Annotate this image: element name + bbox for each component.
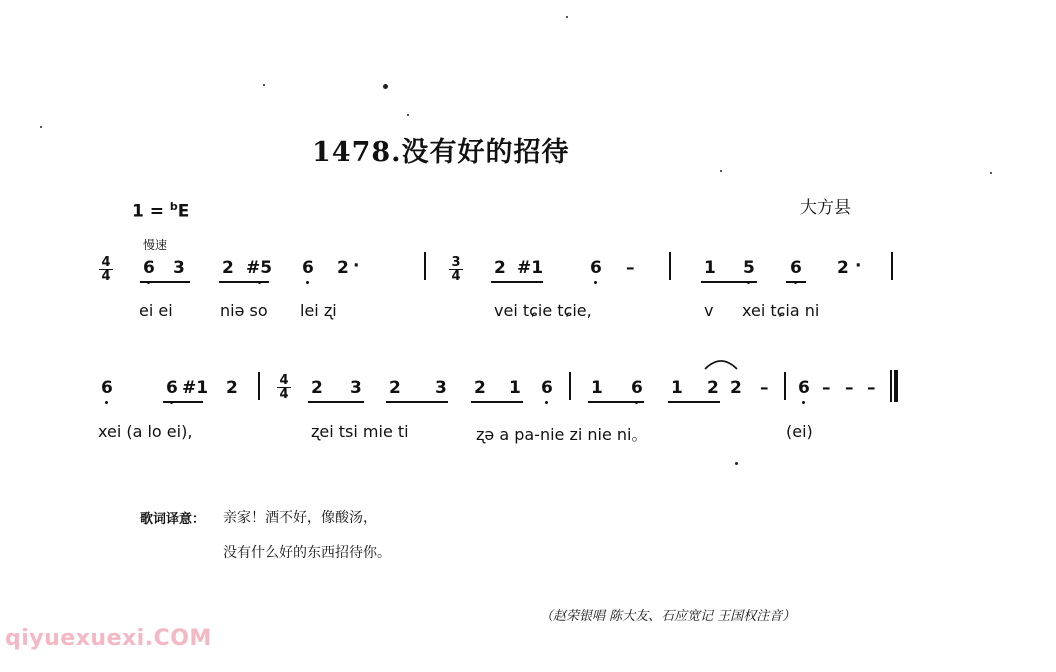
scan-speck — [383, 84, 388, 89]
beam — [471, 401, 523, 403]
note: 2 — [730, 378, 742, 398]
note: 6 — [590, 258, 602, 278]
barline — [891, 252, 893, 280]
dash: – — [626, 258, 635, 278]
note: 3 — [350, 378, 362, 398]
note: 6 — [798, 378, 810, 398]
lyric: vei tɕie tɕie, — [494, 301, 592, 320]
time-signature-3-4: 3 4 — [449, 256, 463, 283]
scan-speck — [735, 462, 738, 465]
beam — [386, 401, 448, 403]
song-title: 1478.没有好的招待 — [312, 137, 570, 168]
watermark: qiyuexuexi.COM — [5, 626, 212, 651]
dash: – — [822, 378, 831, 398]
note: 6 — [166, 378, 178, 398]
note: 5 — [743, 258, 755, 278]
time-signature-4-4: 4 4 — [99, 256, 113, 283]
note: #1 — [517, 258, 544, 278]
note: 6 — [101, 378, 113, 398]
note: 2 — [222, 258, 234, 278]
beam — [668, 401, 720, 403]
scan-speck — [263, 84, 265, 86]
note: 2 — [707, 378, 719, 398]
beam — [588, 401, 644, 403]
scan-speck — [566, 16, 568, 18]
lyric: ʐə a pa-nie zi nie ni。 — [476, 425, 648, 444]
barline — [424, 252, 426, 280]
note: 1 — [509, 378, 521, 398]
note: #1 — [182, 378, 209, 398]
note: 2 — [311, 378, 323, 398]
lyric: ei ei — [139, 301, 173, 320]
barline — [784, 372, 786, 400]
note: 3 — [173, 258, 185, 278]
note: 2 — [337, 258, 349, 278]
translation-line-2: 没有什么好的东西招待你。 — [223, 545, 391, 561]
lyric: lei ʐi — [300, 301, 337, 320]
note: 3 — [435, 378, 447, 398]
note: 6 — [541, 378, 553, 398]
lyric: ʐei tsi mie ti — [311, 422, 409, 441]
beam — [701, 281, 757, 283]
credit-line: （赵荣银唱 陈大友、石应宽记 王国权注音） — [540, 609, 796, 624]
note: 2 — [389, 378, 401, 398]
key-prefix: 1 = — [132, 201, 164, 222]
barline — [258, 372, 260, 400]
time-signature-4-4: 4 4 — [277, 374, 291, 401]
flat-sign: b — [169, 200, 178, 213]
dash: – — [760, 378, 769, 398]
note: 2 — [494, 258, 506, 278]
dot: · — [353, 256, 360, 276]
note: 1 — [591, 378, 603, 398]
dot: · — [855, 256, 862, 276]
scan-speck — [40, 126, 42, 128]
dash: – — [867, 378, 876, 398]
note: 2 — [474, 378, 486, 398]
lyric: niə so — [220, 301, 268, 320]
lyric: (ei) — [786, 422, 813, 441]
note: 6 — [631, 378, 643, 398]
beam — [786, 281, 806, 283]
region-label: 大方县 — [800, 198, 851, 218]
lyric: v — [704, 301, 714, 320]
note: 1 — [704, 258, 716, 278]
scan-speck — [990, 172, 992, 174]
note: 6 — [790, 258, 802, 278]
key-note: E — [177, 201, 190, 222]
note: 2 — [226, 378, 238, 398]
note: 2 — [837, 258, 849, 278]
note: 6 — [302, 258, 314, 278]
barline — [669, 252, 671, 280]
slur — [703, 357, 739, 371]
lyric: xei (a lo ei), — [98, 422, 193, 441]
beam — [219, 281, 269, 283]
translation-label: 歌词译意： — [140, 512, 206, 527]
note: #5 — [246, 258, 273, 278]
beam — [491, 281, 543, 283]
note: 1 — [671, 378, 683, 398]
key-signature — [132, 200, 189, 222]
beam — [163, 401, 203, 403]
lyric: xei tɕia ni — [742, 301, 820, 320]
scan-speck — [407, 114, 409, 116]
scan-speck — [720, 170, 722, 172]
beam — [140, 281, 190, 283]
note: 6 — [143, 258, 155, 278]
final-barline-thick — [894, 370, 898, 402]
tempo-mark: 慢速 — [143, 238, 168, 252]
beam — [308, 401, 364, 403]
translation-line-1: 亲家！酒不好，像酸汤， — [223, 510, 377, 526]
dash: – — [845, 378, 854, 398]
barline — [569, 372, 571, 400]
final-barline-thin — [890, 370, 892, 402]
